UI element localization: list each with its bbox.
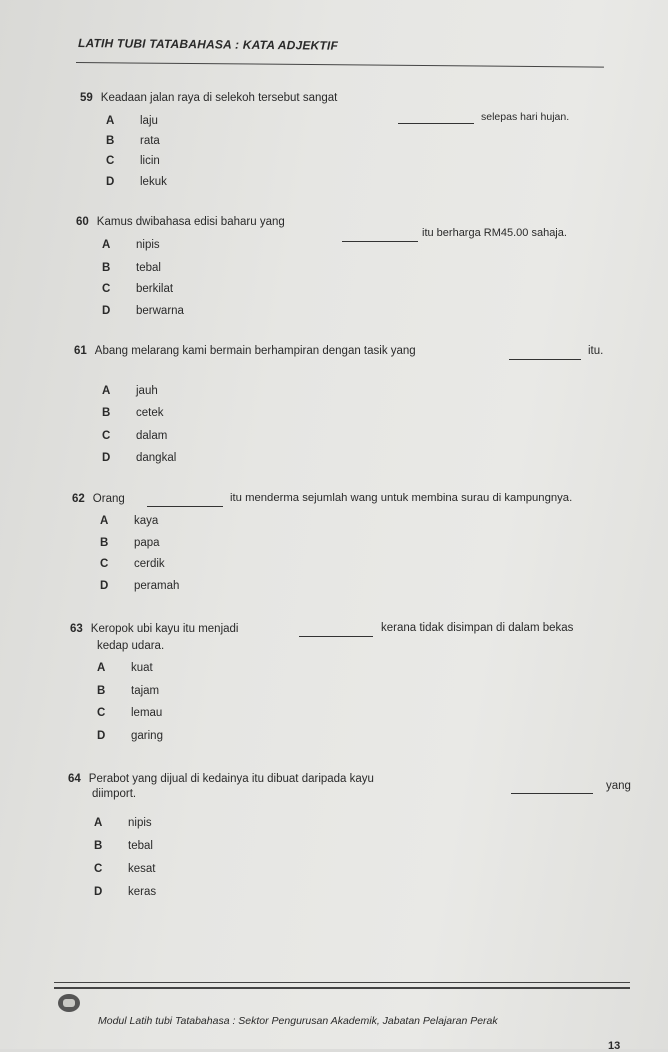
question-stem-line2: kedap udara. (97, 640, 165, 652)
question-stem: Keropok ubi kayu itu menjadi (90, 623, 239, 635)
option-d[interactable]: D berwarna (102, 305, 184, 317)
option-a[interactable]: A kuat (97, 662, 153, 674)
option-b[interactable]: B tebal (102, 262, 161, 274)
question-number: 64 (68, 773, 81, 785)
department-logo (58, 994, 80, 1012)
question-stem-line2: diimport. (92, 788, 137, 800)
page-title: LATIH TUBI TATABAHASA : KATA ADJEKTIF (77, 36, 339, 53)
question-stem: Perabot yang dijual di kedainya itu dibuat daripada kayu (88, 773, 374, 785)
question-stem: Kamus dwibahasa edisi baharu yang (96, 216, 285, 228)
answer-blank (511, 783, 593, 794)
answer-blank (509, 349, 581, 360)
option-a[interactable]: A laju (106, 115, 158, 127)
answer-blank (147, 496, 223, 507)
option-c[interactable]: C lemau (97, 707, 163, 719)
question-tail: itu menderma sejumlah wang untuk membina surau di kampungnya. (230, 492, 573, 504)
question-60 (76, 215, 285, 229)
question-number: 61 (74, 345, 87, 357)
option-d[interactable]: D dangkal (102, 452, 177, 464)
question-tail: kerana tidak disimpan di dalam bekas (381, 622, 574, 634)
option-c[interactable]: C dalam (102, 430, 168, 442)
footer-divider-top (54, 982, 630, 983)
option-b[interactable]: B tebal (94, 840, 153, 852)
option-a[interactable]: A jauh (102, 385, 158, 397)
question-59 (80, 91, 337, 105)
question-tail: selepas hari hujan. (481, 111, 570, 123)
option-b[interactable]: B cetek (102, 407, 164, 419)
header-divider (76, 62, 604, 68)
question-tail: itu berharga RM45.00 sahaja. (422, 227, 567, 239)
option-d[interactable]: D lekuk (106, 176, 167, 188)
question-61 (74, 344, 416, 358)
question-stem: Orang (92, 493, 125, 505)
option-a[interactable]: A nipis (94, 817, 152, 829)
question-stem: Abang melarang kami bermain berhampiran dengan tasik yang (94, 345, 416, 357)
answer-blank (299, 626, 373, 637)
question-number: 63 (70, 623, 83, 635)
question-number: 59 (80, 92, 93, 104)
page-number: 13 (608, 1040, 621, 1052)
option-d[interactable]: D peramah (100, 580, 180, 592)
footer-text: Modul Latih tubi Tatabahasa : Sektor Pengurusan Akademik, Jabatan Pelajaran Perak (98, 1015, 498, 1027)
question-number: 62 (72, 493, 85, 505)
question-stem: Keadaan jalan raya di selekoh tersebut sangat (100, 92, 338, 104)
option-d[interactable]: D garing (97, 730, 163, 742)
footer-divider-bottom (54, 987, 630, 989)
question-62 (72, 492, 125, 506)
option-c[interactable]: C kesat (94, 863, 156, 875)
question-number: 60 (76, 216, 89, 228)
question-63 (70, 622, 238, 636)
question-tail: itu. (588, 345, 604, 357)
option-a[interactable]: A nipis (102, 239, 160, 251)
answer-blank (342, 231, 418, 242)
option-c[interactable]: C berkilat (102, 283, 174, 295)
question-64 (68, 772, 374, 786)
option-c[interactable]: C cerdik (100, 558, 165, 570)
option-b[interactable]: B papa (100, 537, 160, 549)
option-c[interactable]: C licin (106, 155, 160, 167)
question-tail: yang (606, 780, 631, 792)
answer-blank (398, 113, 474, 124)
option-b[interactable]: B rata (106, 135, 160, 147)
option-b[interactable]: B tajam (97, 685, 160, 697)
option-a[interactable]: A kaya (100, 515, 159, 527)
option-d[interactable]: D keras (94, 886, 157, 898)
